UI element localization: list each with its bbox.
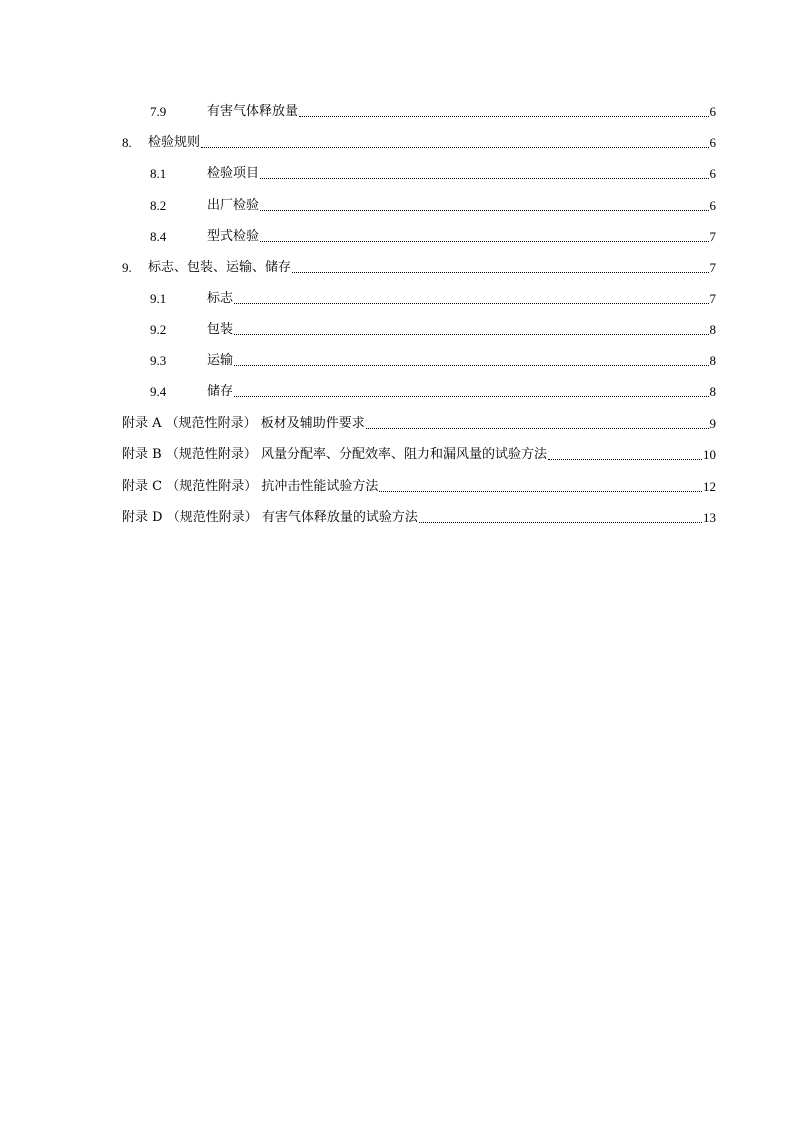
toc-leader-dots — [201, 146, 708, 148]
toc-leader-dots — [366, 427, 709, 429]
toc-entry[interactable] — [150, 320, 716, 340]
toc-entry-page: 8 — [709, 353, 716, 368]
toc-entry[interactable] — [150, 351, 716, 371]
toc-entry[interactable] — [150, 227, 716, 247]
toc-entry-title: 包装 — [207, 322, 234, 337]
toc-entry-page: 6 — [709, 166, 716, 181]
toc-leader-dots — [419, 521, 702, 523]
toc-entry-number: 8.4 — [150, 229, 167, 244]
toc-entry-number: 8.1 — [150, 166, 167, 181]
toc-entry-title: 标志 — [207, 291, 234, 306]
toc-entry-appendix[interactable] — [122, 414, 716, 434]
toc-entry-number: 8.2 — [150, 198, 167, 213]
toc-entry-page: 6 — [709, 104, 716, 119]
toc-entry-number: 9.3 — [150, 353, 167, 368]
toc-entry-title: 检验项目 — [207, 166, 260, 181]
toc-entry-page: 6 — [709, 198, 716, 213]
toc-entry-appendix[interactable] — [122, 508, 716, 528]
toc-entry-number: 7.9 — [150, 104, 167, 119]
toc-entry-appendix[interactable] — [122, 445, 716, 465]
toc-leader-dots — [260, 209, 708, 211]
toc-entry-title: 有害气体释放量 — [207, 104, 299, 119]
toc-leader-dots — [260, 240, 708, 242]
toc-entry-title: 附录 A （规范性附录） 板材及辅助件要求 — [122, 416, 365, 431]
toc-entry-page: 7 — [709, 229, 716, 244]
toc-entry-appendix[interactable] — [122, 477, 716, 497]
toc-entry-title: 标志、包装、运输、储存 — [148, 260, 292, 275]
toc-entry-page: 10 — [703, 447, 716, 462]
toc-entry[interactable] — [122, 133, 716, 153]
toc-entry-title: 检验规则 — [148, 135, 201, 150]
toc-entry-page: 8 — [709, 322, 716, 337]
toc-entry-title: 出厂检验 — [207, 198, 260, 213]
toc-leader-dots — [234, 333, 708, 335]
toc-entry[interactable] — [150, 102, 716, 122]
toc-entry-number: 9.2 — [150, 322, 167, 337]
toc-entry-page: 9 — [709, 416, 716, 431]
toc-leader-dots — [548, 458, 702, 460]
toc-entry-page: 8 — [709, 384, 716, 399]
toc-entry-page: 13 — [703, 510, 716, 525]
toc-entry[interactable] — [150, 289, 716, 309]
toc-entry-title: 附录 D （规范性附录） 有害气体释放量的试验方法 — [122, 510, 418, 525]
toc-entry-page: 7 — [709, 260, 716, 275]
toc-entry[interactable] — [122, 258, 716, 278]
toc-leader-dots — [379, 490, 702, 492]
toc-entry[interactable] — [150, 382, 716, 402]
toc-entry-title: 型式检验 — [207, 229, 260, 244]
toc-entry-title: 储存 — [207, 384, 234, 399]
toc-entry-page: 7 — [709, 291, 716, 306]
toc-entry-number: 9.4 — [150, 384, 167, 399]
toc-entry-title: 附录 C （规范性附录） 抗冲击性能试验方法 — [122, 479, 379, 494]
toc-entry-number: 9.1 — [150, 291, 167, 306]
toc-entry-page: 12 — [703, 479, 716, 494]
toc-entry-number: 9. — [122, 260, 132, 275]
toc-leader-dots — [234, 364, 708, 366]
toc-entry-number: 8. — [122, 135, 132, 150]
toc-leader-dots — [234, 395, 708, 397]
toc-leader-dots — [299, 115, 708, 117]
toc-entry[interactable] — [150, 164, 716, 184]
toc-entry-title: 运输 — [207, 353, 234, 368]
toc-leader-dots — [234, 302, 708, 304]
toc-entry[interactable] — [150, 196, 716, 216]
toc-entry-title: 附录 B （规范性附录） 风量分配率、分配效率、阻力和漏风量的试验方法 — [122, 447, 547, 462]
toc-entry-page: 6 — [709, 135, 716, 150]
toc-leader-dots — [292, 271, 708, 273]
toc-leader-dots — [260, 177, 708, 179]
